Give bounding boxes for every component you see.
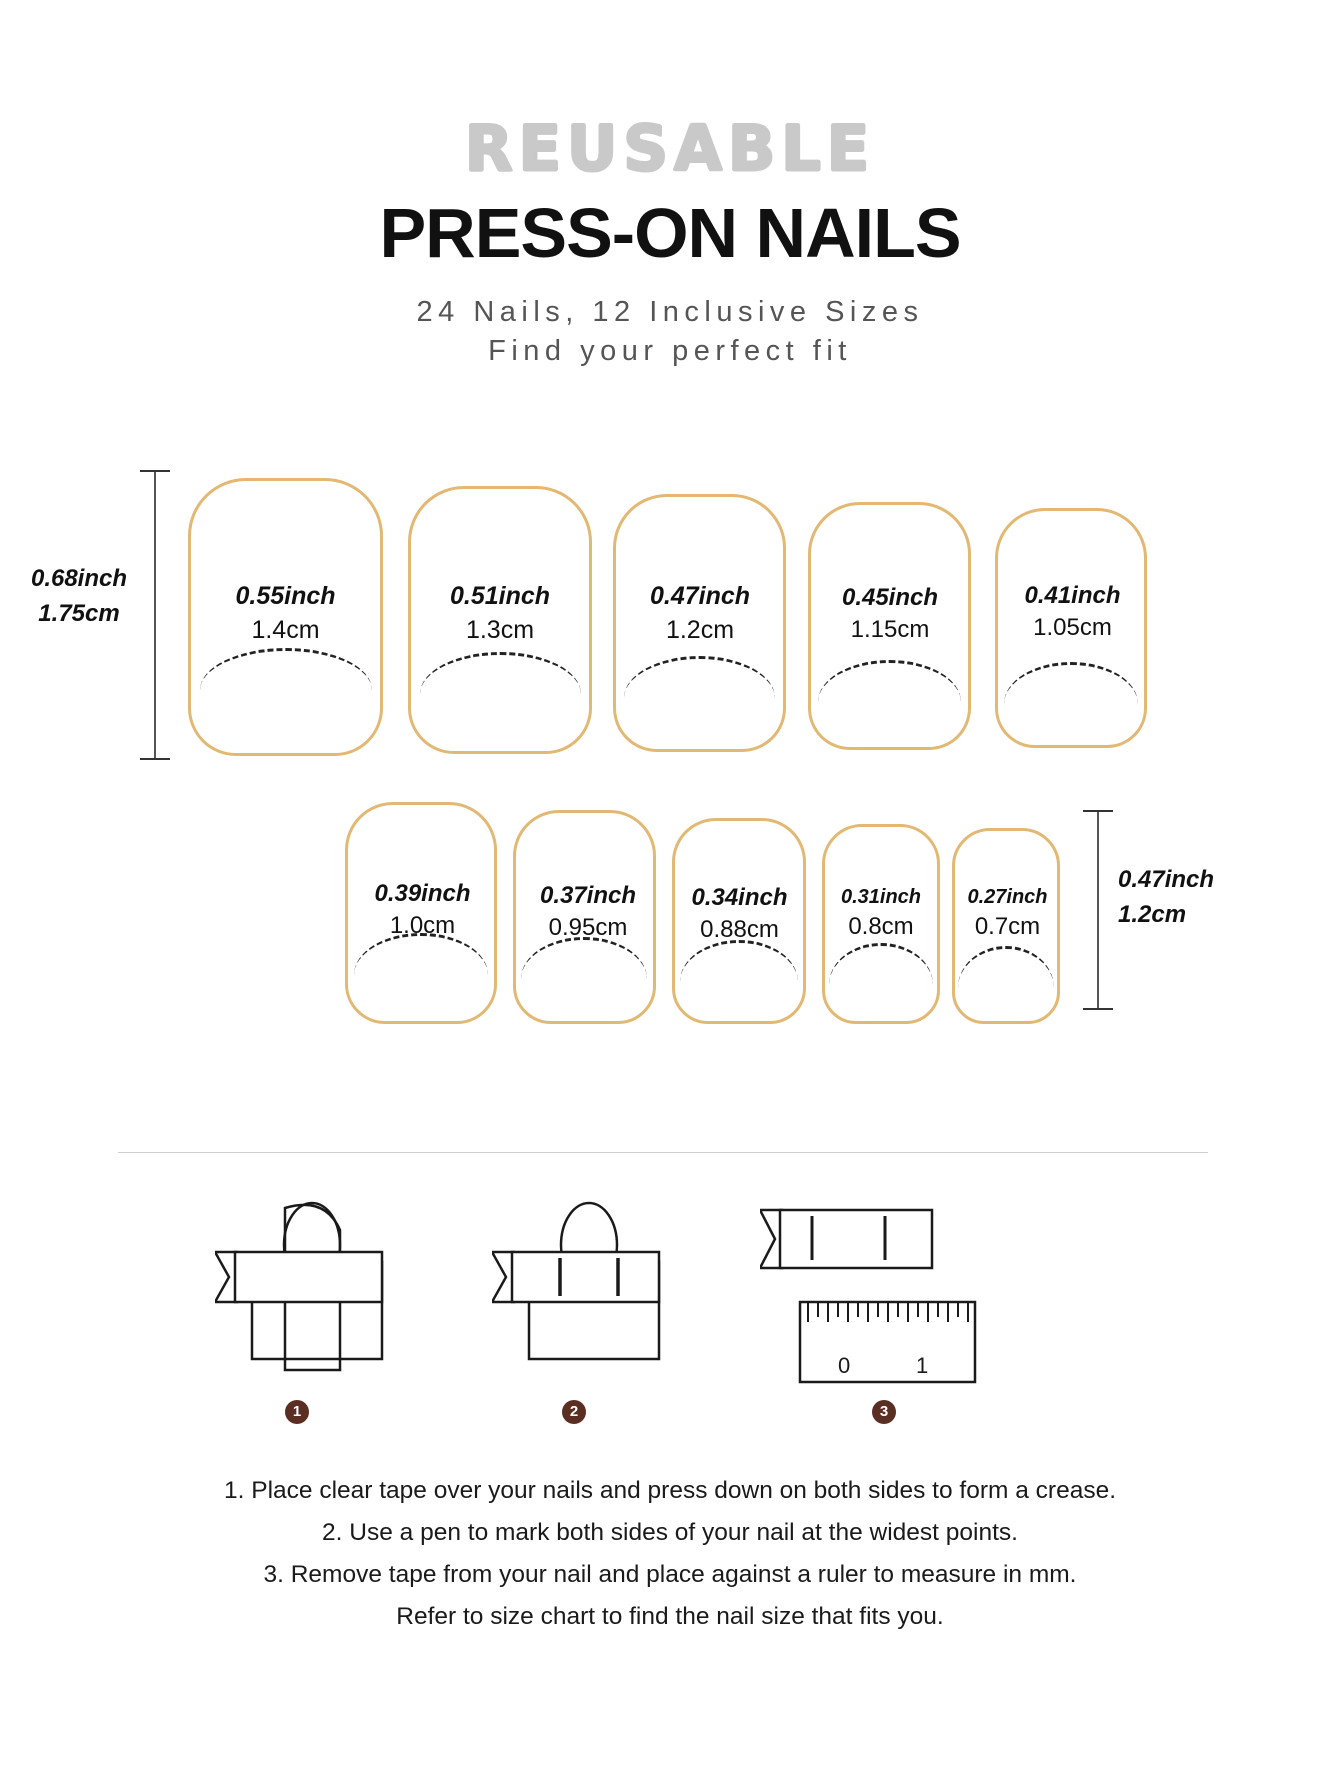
step-2-illustration	[492, 1200, 712, 1390]
nail-size-label	[400, 580, 600, 648]
instruction-line-2: 2. Use a pen to mark both sides of your nail at the widest points.	[322, 1519, 1018, 1547]
header	[0, 0, 1340, 368]
instruction-line-3: 3. Remove tape from your nail and place against a ruler to measure in mm.	[263, 1561, 1077, 1589]
step-1-illustration	[215, 1200, 435, 1390]
nail-size-label	[188, 580, 383, 648]
nail-size-cm: 0.8cm	[848, 913, 914, 940]
page-title: PRESS-ON NAILS	[379, 194, 961, 272]
nail-size-cm: 1.2cm	[665, 615, 735, 644]
size-chart	[0, 470, 1340, 1090]
step-badge-1: 1	[285, 1400, 309, 1424]
left-measure-inch: 0.68inch	[30, 565, 128, 592]
step-badge-2: 2	[562, 1400, 586, 1424]
nail-size-inch: 0.45inch	[841, 584, 939, 611]
nail-size-inch: 0.47inch	[649, 582, 751, 610]
nail-size-inch: 0.51inch	[449, 582, 551, 610]
nail-size-inch: 0.34inch	[691, 884, 788, 911]
nail-size-cm: 0.7cm	[974, 913, 1041, 940]
nail-size-inch: 0.39inch	[374, 880, 471, 907]
step-3-illustration	[760, 1190, 1010, 1390]
instructions-list	[0, 1470, 1340, 1639]
nail-size-label	[975, 580, 1170, 645]
right-measure-inch: 0.47inch	[1118, 866, 1215, 893]
nail-size-inch: 0.37inch	[539, 882, 637, 909]
nail-size-inch: 0.41inch	[1024, 582, 1121, 609]
instruction-line-3b: Refer to size chart to find the nail size that fits you.	[396, 1603, 944, 1631]
section-divider	[118, 1152, 1208, 1153]
nail-size-label	[600, 580, 800, 648]
nail-size-cm: 1.15cm	[850, 616, 930, 644]
nail-size-inch: 0.27inch	[967, 886, 1048, 908]
nail-size-label	[652, 882, 827, 947]
nail-size-cm: 1.05cm	[1033, 614, 1112, 642]
right-measure-label	[1118, 863, 1278, 933]
nail-size-cm: 0.95cm	[548, 914, 628, 942]
left-measure-label	[14, 562, 144, 632]
nail-size-cm: 1.4cm	[251, 615, 320, 644]
step-badge-3: 3	[872, 1400, 896, 1424]
subtitle-line-2: Find your perfect fit	[488, 335, 852, 367]
nail-size-inch: 0.31inch	[840, 886, 922, 908]
nail-size-cm: 0.88cm	[700, 916, 779, 944]
right-measure-bar	[1097, 810, 1099, 1010]
right-measure-cm: 1.2cm	[1118, 900, 1187, 928]
subtitle-line-1: 24 Nails, 12 Inclusive Sizes	[416, 296, 924, 328]
nail-size-cm: 1.3cm	[465, 615, 535, 644]
nail-size-label	[935, 884, 1080, 943]
ruler-tick-label-0: 0	[838, 1353, 851, 1378]
left-measure-cm: 1.75cm	[38, 599, 120, 627]
nail-size-cm: 1.0cm	[389, 912, 456, 940]
steps-illustrations	[0, 1200, 1340, 1430]
left-measure-bar	[154, 470, 156, 760]
instruction-line-1: 1. Place clear tape over your nails and press down on both sides to form a crease.	[223, 1477, 1116, 1504]
ruler-tick-label-1: 1	[916, 1353, 929, 1378]
nail-size-label	[325, 878, 520, 943]
nail-size-inch: 0.55inch	[235, 582, 336, 610]
outline-title: REUSABLE	[464, 112, 876, 185]
nail-size-label	[790, 582, 990, 647]
